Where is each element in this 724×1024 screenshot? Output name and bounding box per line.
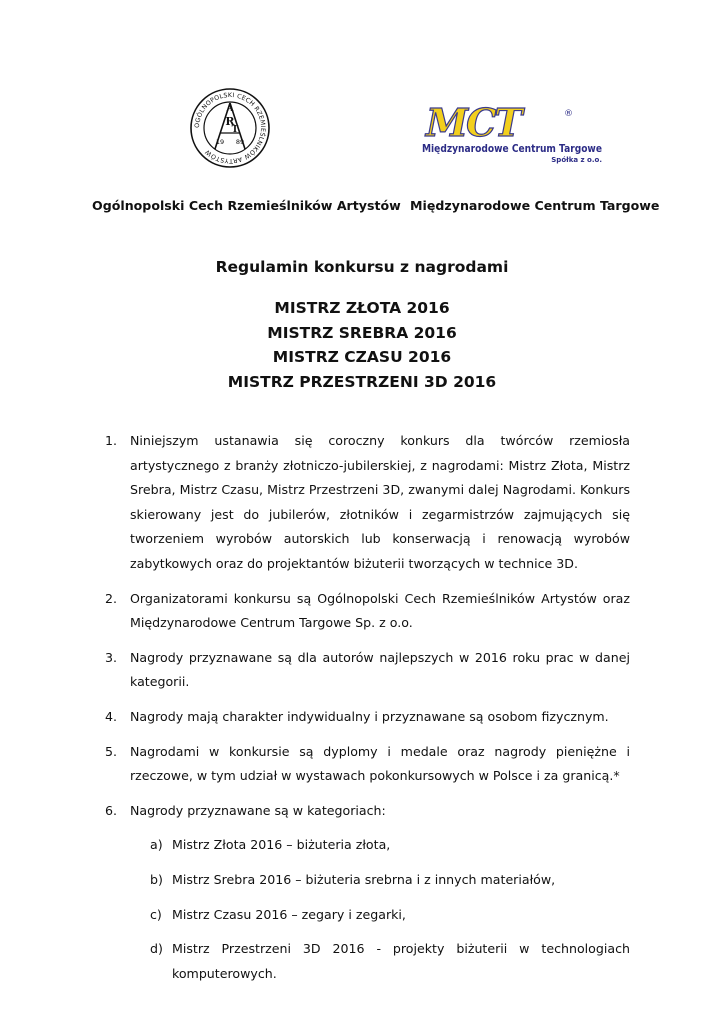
mct-subtitle: Spółka z o.o. xyxy=(551,156,602,164)
category-text: Mistrz Srebra 2016 – biżuteria srebrna i z innych materiałów, xyxy=(172,871,556,887)
mct-logo xyxy=(418,100,610,164)
rule-number: 2. xyxy=(105,590,118,606)
competition-name: MISTRZ CZASU 2016 xyxy=(272,348,452,366)
competition-name: MISTRZ ZŁOTA 2016 xyxy=(274,299,450,317)
competition-name: MISTRZ PRZESTRZENI 3D 2016 xyxy=(227,372,497,391)
category-letter: c) xyxy=(150,906,162,922)
mct-name: Międzynarodowe Centrum Targowe xyxy=(422,143,602,155)
mct-registered: ® xyxy=(564,109,573,119)
rule-number: 4. xyxy=(105,708,118,724)
rule-item xyxy=(105,646,630,695)
category-letter: d) xyxy=(150,941,163,957)
ocra-letter-t: T xyxy=(231,125,239,135)
ocra-seal-icon xyxy=(189,87,271,169)
ocra-ring-text: OGÓLNOPOLSKI CECH RZEMIEŚLNIKÓW ARTYSTÓW xyxy=(193,91,267,165)
category-list xyxy=(130,833,630,986)
rule-text: Nagrody przyznawane są dla autorów najlepszych w 2016 roku prac w danej kategorii. xyxy=(130,649,630,690)
rule-number: 1. xyxy=(105,433,118,448)
organizer-right-name: Międzynarodowe Centrum Targowe xyxy=(410,198,660,213)
ocra-year-right: 89 xyxy=(235,138,245,146)
rule-item xyxy=(105,740,630,789)
category-text: Mistrz Złota 2016 – biżuteria złota, xyxy=(172,837,391,853)
rule-number: 3. xyxy=(105,649,118,665)
ocra-logo xyxy=(189,87,271,169)
rule-number: 6. xyxy=(105,802,118,818)
category-letter: a) xyxy=(150,837,163,853)
competition-list xyxy=(0,296,724,394)
rule-item xyxy=(105,429,630,577)
rule-text: Nagrody mają charakter indywidualny i przyznawane są osobom fizycznym. xyxy=(130,708,609,724)
mct-mark: MCT xyxy=(426,100,521,145)
category-item xyxy=(150,903,630,928)
rule-item xyxy=(105,705,630,730)
organizer-left-name: Ogólnopolski Cech Rzemieślników Artystów xyxy=(92,198,401,213)
document-title: Regulamin konkursu z nagrodami xyxy=(215,258,509,276)
ocra-letter-r: R xyxy=(225,115,235,128)
category-text: Mistrz Przestrzeni 3D 2016 - projekty biżuterii w technologiach komputerowych. xyxy=(172,941,630,981)
rule-number: 5. xyxy=(105,743,118,759)
competition-name: MISTRZ SREBRA 2016 xyxy=(267,323,457,342)
category-item xyxy=(150,868,630,893)
mct-logo-icon xyxy=(418,100,610,164)
category-text: Mistrz Czasu 2016 – zegary i zegarki, xyxy=(172,906,406,922)
rule-text: Niniejszym ustanawia się coroczny konkurs dla twórców rzemiosła artystycznego z branży złotniczo-jubilerskiej, z nagrodami: Mistrz Złota, Mistrz Srebra, Mistrz Czasu, Mistrz Przestrzeni 3D, zwanymi dalej Nagrodami. Konkurs skierowany jest do jubilerów, złotników i zegarmistrzów zajmujących się tworzeniem wyrobów autorskich lub konserwacją i renowacją wyrobów zabytkowych oraz do projektantów biżuterii tworzących w technice 3D. xyxy=(130,433,630,571)
category-letter: b) xyxy=(150,871,163,887)
rule-text: Nagrodami w konkursie są dyplomy i medale oraz nagrody pieniężne i rzeczowe, w tym udział w wystawach pokonkursowych w Polsce i za granicą.* xyxy=(130,743,630,784)
ocra-letter-a: A xyxy=(226,104,234,114)
category-item xyxy=(150,833,630,858)
rule-item xyxy=(105,587,630,636)
category-item xyxy=(150,937,630,986)
rule-text: Nagrody przyznawane są w kategoriach: xyxy=(130,802,386,818)
rule-item xyxy=(105,799,630,987)
rules-list xyxy=(105,429,630,996)
ocra-year-left: 19 xyxy=(215,138,225,146)
rule-text: Organizatorami konkursu są Ogólnopolski Cech Rzemieślników Artystów oraz Międzynarodowe Centrum Targowe Sp. z o.o. xyxy=(130,590,630,631)
